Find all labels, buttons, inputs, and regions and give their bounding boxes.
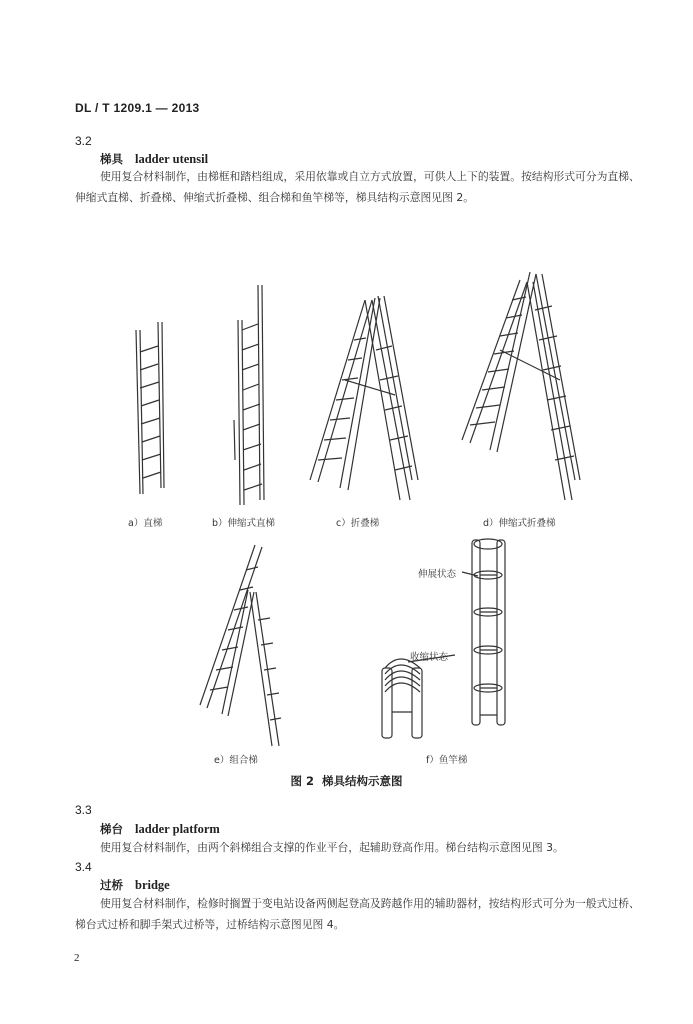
extended-state-label: 伸展状态 [418,569,457,580]
subfigure-caption-e: e）组合梯 [214,755,258,766]
subfigure-caption-a: a）直梯 [128,518,163,529]
definition-paragraph: 使用复合材料制作，检修时搁置于变电站设备两侧起登高及跨越作用的辅助器材，按结构形式可分为一般式过桥、梯台式过桥和脚手架式过桥等，过桥结构示意图见图 4。 [75,897,640,931]
figure-number: 图 2 [290,774,314,788]
definition-paragraph: 使用复合材料制作，由梯框和踏档组成，采用依靠或自立方式放置，可供人上下的装置。按结构形式可分为直梯、伸缩式直梯、折叠梯、伸缩式折叠梯、组合梯和鱼竿梯等，梯具结构示意图见图 2。 [75,170,640,204]
subfigure-caption-c: c）折叠梯 [336,518,380,529]
standard-header: DL / T 1209.1 — 2013 [75,101,200,115]
telescopic-folding-ladder-drawing [462,272,580,500]
term-cn: 梯具 [100,152,123,166]
term-cn: 梯台 [100,822,123,836]
term-en: ladder utensil [135,152,209,166]
subfigure-caption-b: b）伸缩式直梯 [212,518,276,529]
figure-title: 梯具结构示意图 [322,774,403,788]
subfigure-caption-f: f）鱼竿梯 [426,755,468,766]
term-en: bridge [135,878,170,892]
term-heading [100,821,220,837]
definition-paragraph: 使用复合材料制作，由两个斜梯组合支撑的作业平台，起辅助登高作用。梯台结构示意图见图 3。 [100,841,564,854]
section-number: 3.2 [75,134,92,148]
retracted-state-label: 收缩状态 [410,652,449,663]
term-cn: 过桥 [100,878,123,892]
telescopic-ladder-drawing [234,285,264,505]
subfigure-caption-d: d）伸缩式折叠梯 [483,518,556,529]
figure-caption [0,773,693,789]
term-en: ladder platform [135,822,220,836]
page-number: 2 [74,952,80,964]
section-number: 3.3 [75,803,92,817]
straight-ladder-drawing [136,322,164,494]
fishing-rod-ladder-retracted-drawing [382,659,422,738]
folding-ladder-drawing [310,296,418,500]
section-number: 3.4 [75,860,92,874]
term-heading [100,877,170,893]
combination-ladder-drawing [200,545,281,746]
